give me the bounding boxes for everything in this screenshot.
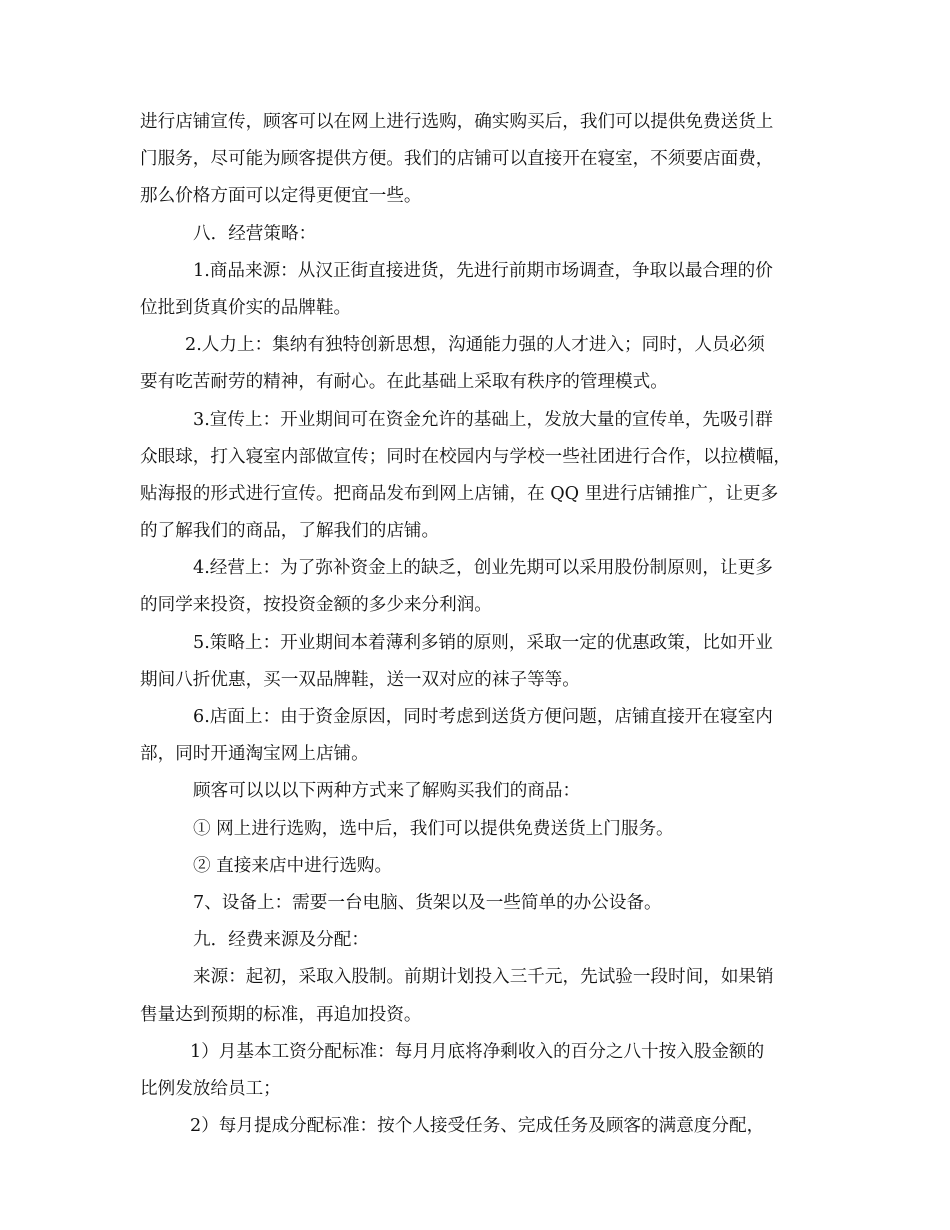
text-line: 众眼球，打入寝室内部做宣传；同时在校园内与学校一些社团进行合作，以拉横幅， (140, 446, 791, 467)
section-heading: 八．经营策略： (193, 223, 317, 244)
text-line: 贴海报的形式进行宣传。把商品发布到网上店铺，在 QQ 里进行店铺推广，让更多 (140, 483, 779, 504)
document-body (140, 104, 820, 1145)
text-line: 顾客可以以以下两种方式来了解购买我们的商品： (193, 781, 581, 802)
text-line: 7、设备上：需要一台电脑、货架以及一些简单的办公设备。 (193, 892, 662, 913)
text-line: 部，同时开通淘宝网上店铺。 (140, 744, 369, 765)
text-line: 来源：起初，采取入股制。前期计划投入三千元，先试验一段时间，如果销 (193, 967, 774, 988)
text-line: 5.策略上：开业期间本着薄利多销的原则，采取一定的优惠政策，比如开业 (193, 632, 773, 653)
text-line: 位批到货真价实的品牌鞋。 (140, 297, 352, 318)
text-line: 要有吃苦耐劳的精神，有耐心。在此基础上采取有秩序的管理模式。 (140, 372, 668, 393)
text-line: 6.店面上：由于资金原因，同时考虑到送货方便问题，店铺直接开在寝室内 (193, 707, 773, 727)
text-line: 期间八折优惠，买一双品牌鞋，送一双对应的袜子等等。 (140, 669, 580, 690)
text-line: 3.宣传上：开业期间可在资金允许的基础上，发放大量的宣传单，先吸引群 (193, 409, 773, 430)
text-line: 的了解我们的商品，了解我们的店铺。 (140, 521, 440, 542)
text-line: 比例发放给员工； (140, 1078, 281, 1099)
text-line: 1.商品来源：从汉正街直接进货，先进行前期市场调查，争取以最合理的价 (193, 260, 773, 281)
text-line: 2）每月提成分配标准：按个人接受任务、完成任务及顾客的满意度分配， (190, 1116, 765, 1137)
text-line: 的同学来投资，按投资金额的多少来分利润。 (140, 595, 492, 616)
text-line: 那么价格方面可以定得更便宜一些。 (140, 186, 422, 207)
text-line: 2.人力上：集纳有独特创新思想，沟通能力强的人才进入；同时，人员必须 (185, 335, 765, 356)
text-line: 进行店铺宣传，顾客可以在网上进行选购，确实购买后，我们可以提供免费送货上 (140, 112, 774, 132)
text-line: 门服务，尽可能为顾客提供方便。我们的店铺可以直接开在寝室，不须要店面费， (140, 149, 774, 170)
text-line: 4.经营上：为了弥补资金上的缺乏，创业先期可以采用股份制原则，让更多 (193, 558, 773, 579)
list-item: ② 直接来店中进行选购。 (193, 855, 393, 876)
text-line: 售量达到预期的标准，再追加投资。 (140, 1004, 422, 1025)
section-heading: 九．经费来源及分配： (193, 930, 369, 951)
list-item: ① 网上进行选购，选中后，我们可以提供免费送货上门服务。 (193, 818, 674, 839)
text-line: 1）月基本工资分配标准：每月月底将净剩收入的百分之八十按入股金额的 (190, 1041, 765, 1062)
